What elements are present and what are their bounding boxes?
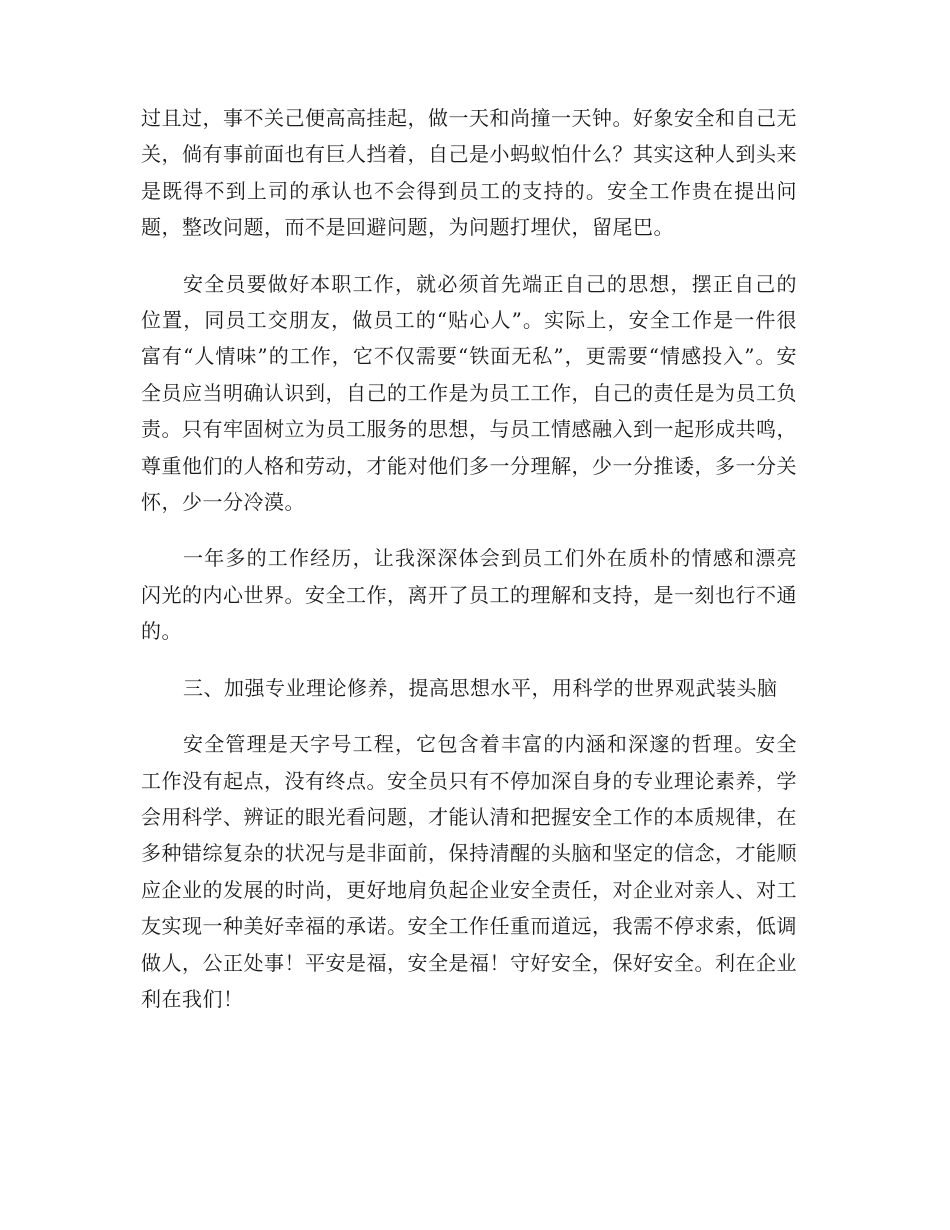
paragraph-safety-management: 安全管理是天字号工程，它包含着丰富的内涵和深邃的哲理。安全工作没有起点，没有终点。安全员只有不停加深自身的专业理论素养，学会用科学、辨证的眼光看问题，才能认清和把握安全工作的本质规律，在多种错综复杂的状况与是非面前，保持清醒的头脑和坚定的信念，才能顺应企业的发展的时尚，更好地肩负起企业安全责任，对企业对亲人、对工友实现一种美好幸福的承诺。安全工作任重而道远，我需不停求索，低调做人，公正处事！平安是福，安全是福！守好安全，保好安全。利在企业利在我们！ [141, 732, 797, 1011]
paragraph-work-experience: 一年多的工作经历，让我深深体会到员工们外在质朴的情感和漂亮闪光的内心世界。安全工作，离开了员工的理解和支持，是一刻也行不通的。 [141, 546, 797, 644]
paragraph-continuation: 过且过，事不关己便高高挂起，做一天和尚撞一天钟。好象安全和自己无关，倘有事前面也有巨人挡着，自己是小蚂蚁怕什么？其实这种人到头来是既得不到上司的承认也不会得到员工的支持的。安全工作贵在提出问题，整改问题，而不是回避问题，为问题打埋伏，留尾巴。 [141, 106, 797, 240]
document-page [141, 100, 797, 1037]
section-heading-three: 三、加强专业理论修养，提高思想水平，用科学的世界观武装头脑 [183, 675, 778, 700]
paragraph-safety-officer-duty: 安全员要做好本职工作，就必须首先端正自己的思想，摆正自己的位置，同员工交朋友，做员工的“贴心人”。实际上，安全工作是一件很富有“人情味”的工作，它不仅需要“铁面无私”，更需要“情感投入”。安全员应当明确认识到，自己的工作是为员工工作，自己的责任是为员工负责。只有牢固树立为员工服务的思想，与员工情感融入到一起形成共鸣，尊重他们的人格和劳动，才能对他们多一分理解，少一分推诿，多一分关怀，少一分冷漠。 [141, 271, 797, 515]
